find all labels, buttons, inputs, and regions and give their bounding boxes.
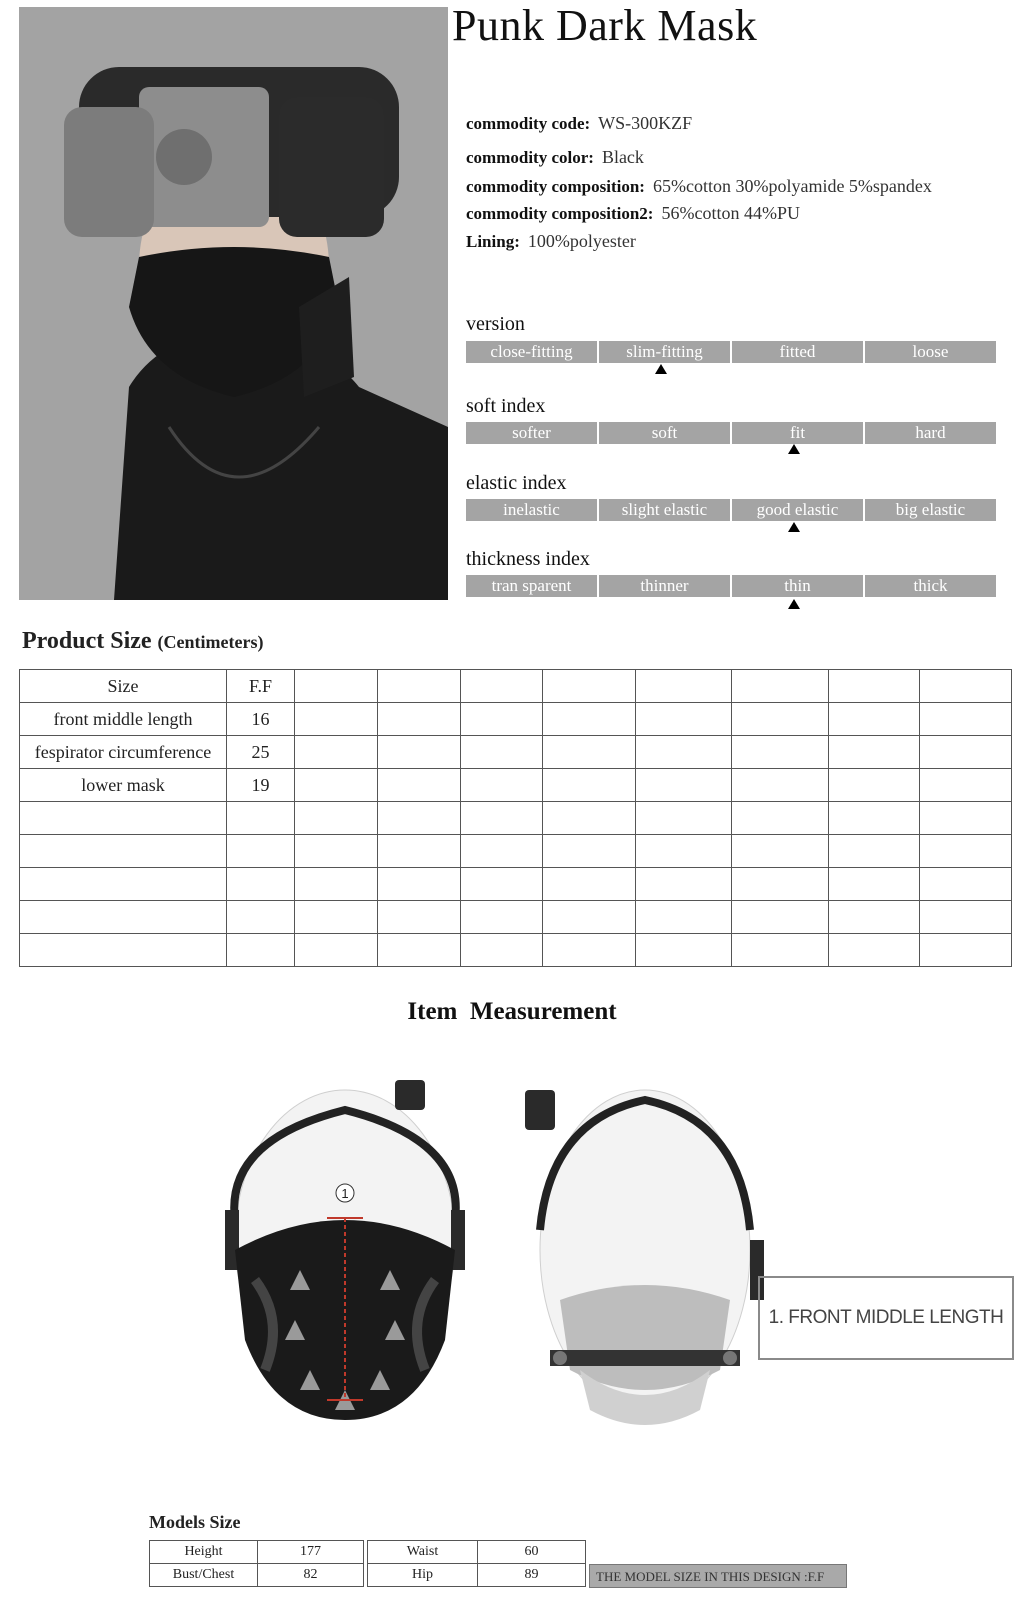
soft-index-option: fit: [732, 422, 863, 444]
table-cell: Hip: [368, 1564, 478, 1587]
table-cell: lower mask: [20, 769, 227, 802]
thickness-index-selected-marker: [788, 599, 800, 609]
product-size-heading: [22, 628, 264, 655]
soft-index-option: soft: [599, 422, 730, 444]
spec-key: commodity composition:: [466, 177, 645, 196]
soft-index-selected-marker: [788, 444, 800, 454]
models-table-left: [149, 1540, 364, 1587]
table-row: [20, 670, 1012, 703]
models-table-right: [367, 1540, 586, 1587]
table-row: [20, 802, 1012, 835]
version-title: version: [466, 313, 525, 335]
item-measurement-title: Item Measurement: [407, 998, 617, 1025]
models-size-title: Models Size: [149, 1512, 241, 1532]
version-option: close-fitting: [466, 341, 597, 363]
spec-composition: [466, 176, 932, 197]
soft-index-scale: [466, 422, 996, 444]
front-mask-illustration: [215, 1080, 475, 1450]
elastic-index-option: good elastic: [732, 499, 863, 521]
table-cell: 177: [258, 1541, 364, 1564]
table-row: [20, 835, 1012, 868]
product-size-unit: (Centimeters): [157, 632, 264, 652]
spec-value: 100%polyester: [527, 231, 636, 251]
table-row: [20, 868, 1012, 901]
table-cell: Bust/Chest: [150, 1564, 258, 1587]
spec-value: WS-300KZF: [598, 113, 693, 133]
elastic-index-option: inelastic: [466, 499, 597, 521]
spec-key: commodity composition2:: [466, 204, 654, 223]
table-row: [20, 703, 1012, 736]
table-row: [20, 901, 1012, 934]
table-cell: front middle length: [20, 703, 227, 736]
table-row: [150, 1564, 364, 1587]
thickness-index-scale: [466, 575, 996, 597]
thickness-index-option: thin: [732, 575, 863, 597]
spec-key: commodity color:: [466, 148, 594, 167]
table-cell: 16: [227, 703, 295, 736]
table-cell: 19: [227, 769, 295, 802]
table-row: [368, 1564, 586, 1587]
spec-key: Lining:: [466, 232, 520, 251]
product-size-title: Product Size: [22, 628, 152, 654]
table-cell: 60: [478, 1541, 586, 1564]
version-option: fitted: [732, 341, 863, 363]
table-row: [368, 1541, 586, 1564]
table-row: [20, 769, 1012, 802]
size-table: [19, 669, 1012, 967]
elastic-index-option: slight elastic: [599, 499, 730, 521]
spec-value: 56%cotton 44%PU: [661, 203, 800, 223]
spec-commodity-color: [466, 147, 644, 168]
product-photo: [19, 7, 448, 600]
version-option: slim-fitting: [599, 341, 730, 363]
product-title: Punk Dark Mask: [452, 1, 758, 50]
table-cell: F.F: [227, 670, 295, 703]
spec-commodity-code: [466, 113, 692, 134]
spec-lining: [466, 231, 636, 252]
elastic-index-title: elastic index: [466, 472, 567, 494]
table-cell: Waist: [368, 1541, 478, 1564]
table-cell: 25: [227, 736, 295, 769]
table-row: [150, 1541, 364, 1564]
thickness-index-title: thickness index: [466, 548, 590, 570]
soft-index-option: softer: [466, 422, 597, 444]
elastic-index-selected-marker: [788, 522, 800, 532]
measurement-legend: 1. FRONT MIDDLE LENGTH: [758, 1276, 1014, 1360]
table-cell: 82: [258, 1564, 364, 1587]
version-selected-marker: [655, 364, 667, 374]
soft-index-title: soft index: [466, 395, 546, 417]
model-size-note: THE MODEL SIZE IN THIS DESIGN :F.F: [589, 1564, 847, 1588]
elastic-index-scale: [466, 499, 996, 521]
version-option: loose: [865, 341, 996, 363]
spec-key: commodity code:: [466, 114, 591, 133]
spec-value: 65%cotton 30%polyamide 5%spandex: [652, 176, 932, 196]
table-row: [20, 736, 1012, 769]
spec-composition2: [466, 203, 800, 224]
table-cell: Height: [150, 1541, 258, 1564]
spec-value: Black: [601, 147, 644, 167]
thickness-index-option: tran sparent: [466, 575, 597, 597]
elastic-index-option: big elastic: [865, 499, 996, 521]
thickness-index-option: thick: [865, 575, 996, 597]
soft-index-option: hard: [865, 422, 996, 444]
thickness-index-option: thinner: [599, 575, 730, 597]
table-row: [20, 934, 1012, 967]
measurement-marker-label: 1: [341, 1186, 349, 1201]
table-cell: 89: [478, 1564, 586, 1587]
version-scale: [466, 341, 996, 363]
back-mask-illustration: [520, 1080, 770, 1450]
table-cell: Size: [20, 670, 227, 703]
table-cell: fespirator circumference: [20, 736, 227, 769]
